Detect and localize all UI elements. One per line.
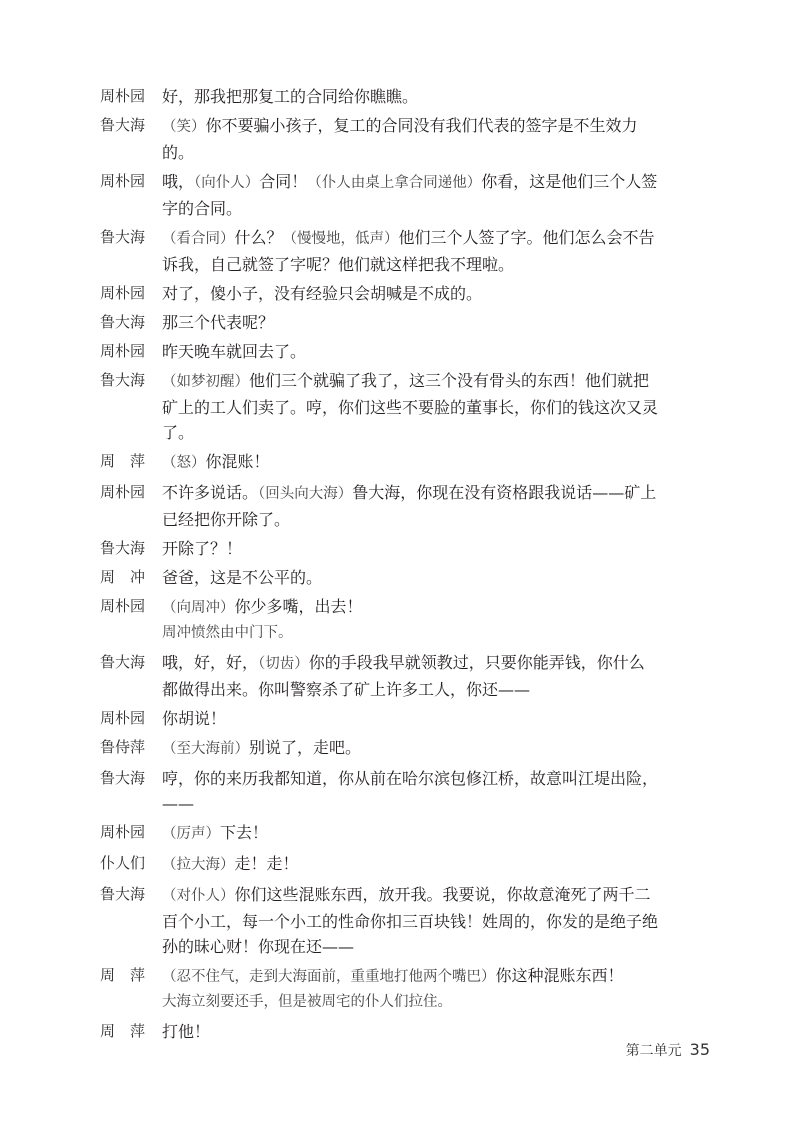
dialogue-line xyxy=(100,536,660,561)
speech-text xyxy=(162,882,660,959)
dialogue-line xyxy=(100,225,660,277)
spoken-text: 你不要骗小孩子，复工的合同没有我们代表的签字是不生效力的。 xyxy=(162,116,638,162)
speech-text xyxy=(162,1019,660,1044)
spoken-text: 爸爸，这是不公平的。 xyxy=(162,568,323,587)
speech-text xyxy=(162,225,660,277)
spoken-text: 下去！ xyxy=(220,823,269,842)
page-number: 35 xyxy=(689,1040,710,1059)
speaker-name: 周朴园 xyxy=(100,172,146,190)
dialogue-line xyxy=(100,735,660,762)
speaker-name: 周朴园 xyxy=(100,597,146,615)
dialogue-line xyxy=(100,594,660,646)
spoken-text: 不许多说话。 xyxy=(162,483,259,502)
spoken-text: 对了，傻小子，没有经验只会胡喊是不成的。 xyxy=(162,284,483,303)
speaker-name: 鲁侍萍 xyxy=(100,738,146,756)
speech-text xyxy=(162,449,660,476)
stage-direction: （厉声） xyxy=(162,826,220,842)
dialogue-line xyxy=(100,368,660,445)
stage-direction: （忍不住气，走到大海面前，重重地打他两个嘴巴） xyxy=(162,969,496,985)
speech-text xyxy=(162,536,660,561)
speech-text xyxy=(162,820,660,847)
spoken-text: 好，那我把那复工的合同给你瞧瞧。 xyxy=(162,87,419,106)
spoken-text: 打他！ xyxy=(162,1022,211,1041)
spoken-text: 哼，你的来历我都知道，你从前在哈尔滨包修江桥，故意叫江堤出险，—— xyxy=(162,769,659,813)
spoken-text: 昨天晚车就回去了。 xyxy=(162,342,307,361)
stage-direction: （向仆人） xyxy=(194,175,260,191)
dialogue-line xyxy=(100,963,660,1015)
speaker-name: 周朴园 xyxy=(100,483,146,501)
stage-direction: （回头向大海） xyxy=(258,486,353,502)
stage-direction: （仆人由桌上拿合同递他） xyxy=(307,175,482,191)
speaker-name: 周 萍 xyxy=(100,452,146,470)
speech-text xyxy=(162,565,660,590)
dialogue-line xyxy=(100,650,660,702)
dialogue-line xyxy=(100,882,660,959)
speech-text xyxy=(162,963,660,1015)
speaker-name: 周 萍 xyxy=(100,1022,146,1040)
speech-text xyxy=(162,169,660,221)
speech-text xyxy=(162,735,660,762)
script-body xyxy=(100,84,660,1048)
speaker-name: 周 萍 xyxy=(100,966,146,984)
dialogue-line xyxy=(100,766,660,816)
speech-text xyxy=(162,851,660,878)
stage-direction: （切齿） xyxy=(258,656,309,672)
dialogue-line xyxy=(100,820,660,847)
stage-direction: （怒） xyxy=(162,455,206,471)
speaker-name: 鲁大海 xyxy=(100,371,146,389)
spoken-text: 合同！ xyxy=(259,172,308,191)
dialogue-line xyxy=(100,169,660,221)
speaker-name: 周朴园 xyxy=(100,284,146,302)
spoken-text: 那三个代表呢？ xyxy=(162,313,275,332)
stage-direction: （对仆人） xyxy=(162,888,235,904)
dialogue-line xyxy=(100,310,660,335)
stage-direction: （向周冲） xyxy=(162,600,235,616)
dialogue-line xyxy=(100,113,660,165)
spoken-text: 你的手段我早就领教过，只要你能弄钱，你什么都做得出来。你叫警察杀了矿上许多工人，你还—— xyxy=(162,653,645,699)
spoken-text: 你这种混账东西！ xyxy=(495,966,624,985)
speech-text xyxy=(162,281,660,306)
spoken-text: 开除了？！ xyxy=(162,539,243,558)
spoken-text: 哦， xyxy=(162,172,195,191)
speech-text xyxy=(162,339,660,364)
dialogue-line xyxy=(100,1019,660,1044)
speaker-name: 鲁大海 xyxy=(100,885,146,903)
speaker-name: 周朴园 xyxy=(100,823,146,841)
stage-direction: （如梦初醒） xyxy=(162,374,249,390)
spoken-text: 你看，这是他们三个人签字的合同。 xyxy=(162,172,658,218)
dialogue-line xyxy=(100,281,660,306)
spoken-text: 你少多嘴，出去！ xyxy=(234,597,363,616)
speech-text xyxy=(162,650,660,702)
stage-note: 大海立刻要还手，但是被周宅的仆人们拉住。 xyxy=(162,994,452,1010)
spoken-text: 鲁大海，你现在没有资格跟我说话——矿上已经把你开除了。 xyxy=(162,483,657,529)
dialogue-line xyxy=(100,84,660,109)
speaker-name: 鲁大海 xyxy=(100,653,146,671)
dialogue-line xyxy=(100,851,660,878)
speech-text xyxy=(162,594,660,646)
dialogue-line xyxy=(100,480,660,532)
page-footer xyxy=(626,1040,710,1060)
speaker-name: 鲁大海 xyxy=(100,313,146,331)
stage-direction: （慢慢地，低声） xyxy=(282,231,399,247)
speech-text xyxy=(162,310,660,335)
stage-direction: （看合同） xyxy=(162,231,235,247)
dialogue-line xyxy=(100,449,660,476)
spoken-text: 你混账！ xyxy=(205,452,270,471)
spoken-text: 你胡说！ xyxy=(162,709,227,728)
speaker-name: 鲁大海 xyxy=(100,539,146,557)
stage-direction: （笑） xyxy=(162,119,206,135)
speech-text xyxy=(162,480,660,532)
speaker-name: 周朴园 xyxy=(100,87,146,105)
stage-direction: （至大海前） xyxy=(162,741,249,757)
speech-text xyxy=(162,766,660,816)
speaker-name: 周朴园 xyxy=(100,342,146,360)
speech-text xyxy=(162,368,660,445)
speaker-name: 鲁大海 xyxy=(100,116,146,134)
speaker-name: 周 冲 xyxy=(100,568,146,586)
dialogue-line xyxy=(100,339,660,364)
unit-label: 第二单元 xyxy=(625,1043,682,1059)
dialogue-line xyxy=(100,706,660,731)
speech-text xyxy=(162,84,660,109)
speaker-name: 鲁大海 xyxy=(100,228,146,246)
spoken-text: 他们三个就骗了我了，这三个没有骨头的东西！他们就把矿上的工人们卖了。哼，你们这些不要脸的董事长，你们的钱这次又灵了。 xyxy=(162,371,659,442)
stage-note: 周冲愤然由中门下。 xyxy=(162,625,293,641)
spoken-text: 你们这些混账东西，放开我。我要说，你故意淹死了两千二百个小工，每一个小工的性命你扣三百块钱！姓周的，你发的是绝子绝孙的昧心财！你现在还—— xyxy=(162,885,659,956)
spoken-text: 走！走！ xyxy=(234,854,299,873)
stage-direction: （拉大海） xyxy=(162,857,235,873)
dialogue-line xyxy=(100,565,660,590)
speaker-name: 仆人们 xyxy=(100,854,146,872)
spoken-text: 哦，好，好， xyxy=(162,653,259,672)
speaker-name: 周朴园 xyxy=(100,709,146,727)
speech-text xyxy=(162,113,660,165)
spoken-text: 什么？ xyxy=(234,228,283,247)
spoken-text: 别说了，走吧。 xyxy=(249,738,362,757)
speech-text xyxy=(162,706,660,731)
speaker-name: 鲁大海 xyxy=(100,769,146,787)
spoken-text: 他们三个人签了字。他们怎么会不告诉我，自己就签了字呢？他们就这样把我不理啦。 xyxy=(162,228,655,274)
